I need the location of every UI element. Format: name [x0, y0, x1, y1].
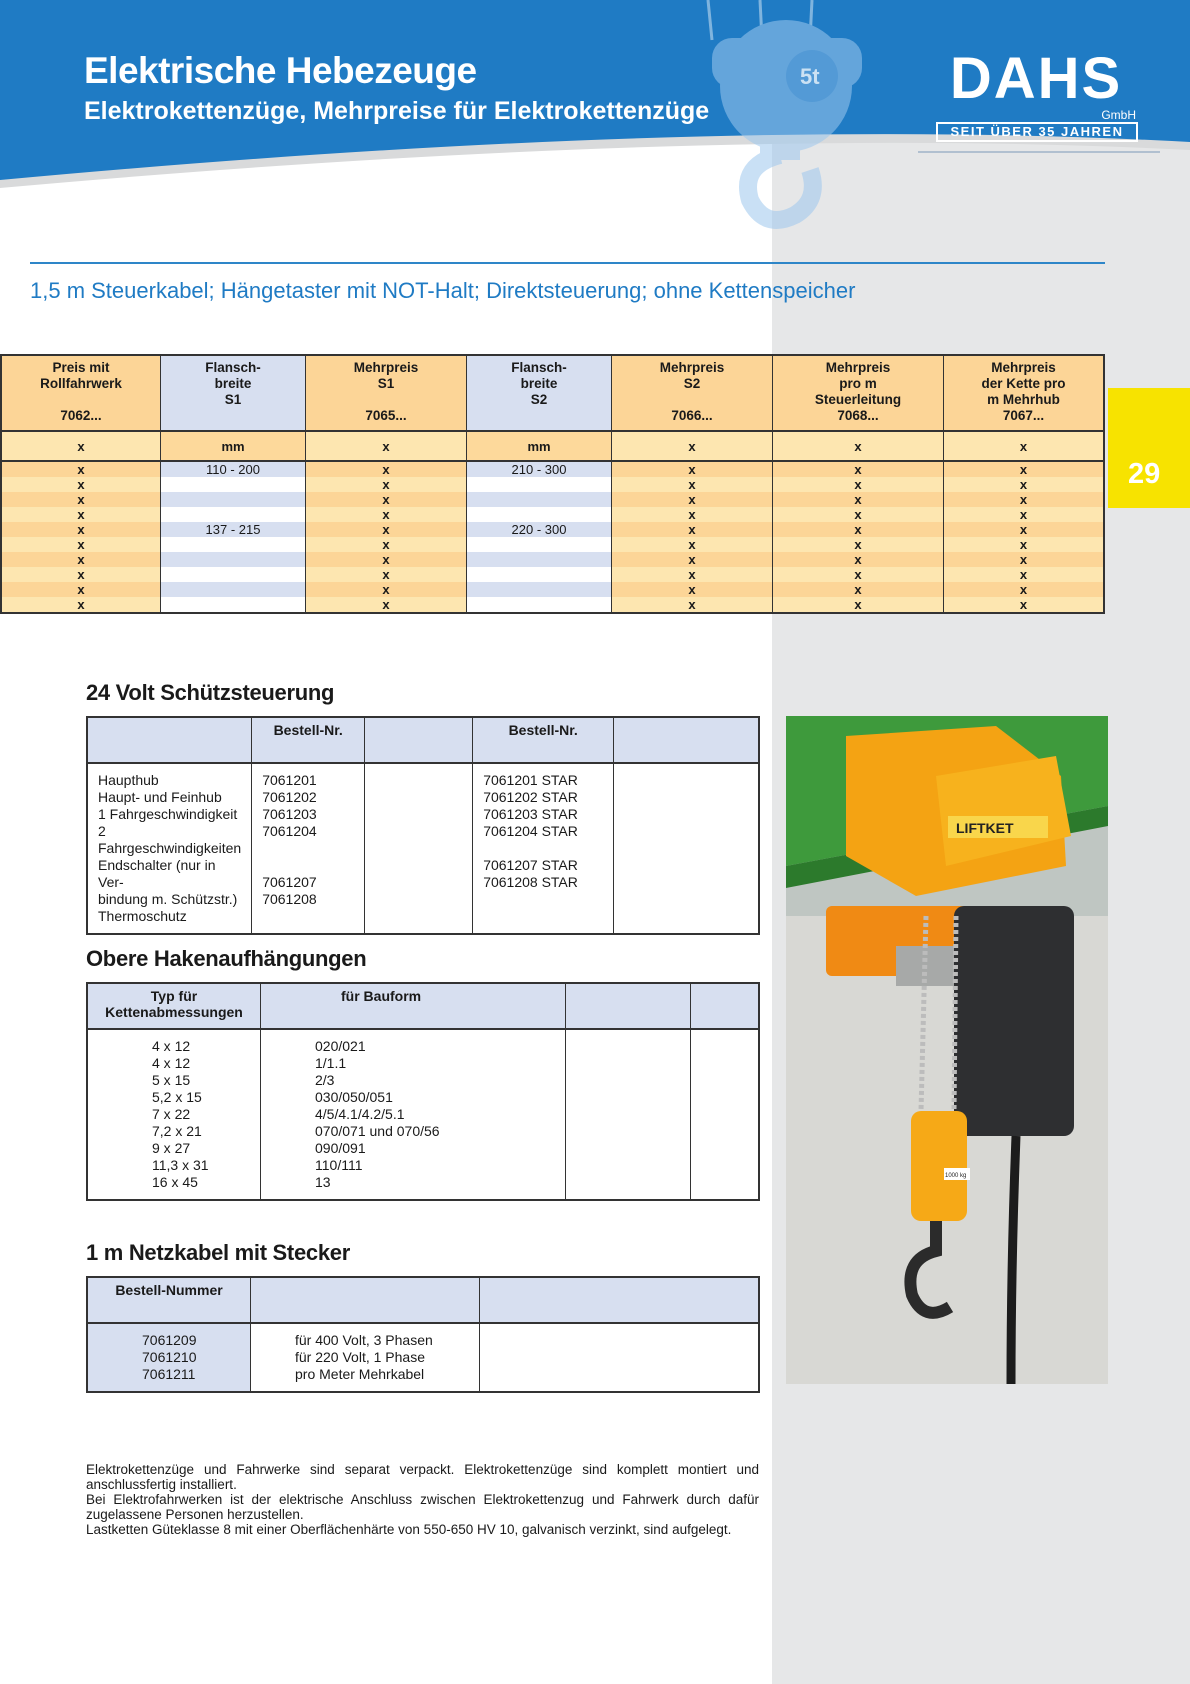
photo-capacity-label: 1000 kg — [945, 1173, 967, 1179]
table-cell — [161, 567, 306, 582]
col-header: Mehrpreis pro m Steuerleitung 7068... — [773, 355, 944, 431]
table-row — [1, 582, 1104, 597]
table-cell: x — [944, 582, 1105, 597]
table-cell: x — [1, 597, 161, 613]
schuetz-table — [86, 716, 760, 935]
table-cell: x — [1, 582, 161, 597]
table-cell: x — [612, 537, 773, 552]
table-cell: mm — [467, 431, 612, 461]
table-row — [1, 597, 1104, 613]
table-cell: x — [306, 477, 467, 492]
page-number: 29 — [1128, 458, 1161, 490]
col-header — [614, 717, 759, 763]
empty-cell — [566, 1029, 691, 1200]
table-cell: x — [612, 582, 773, 597]
table-cell — [467, 492, 612, 507]
col-header — [251, 1277, 480, 1323]
table-cell: x — [306, 461, 467, 477]
table-cell — [161, 477, 306, 492]
table-cell — [161, 552, 306, 567]
table-cell: x — [306, 492, 467, 507]
table-cell: x — [944, 492, 1105, 507]
table-cell: x — [944, 597, 1105, 613]
note-3: Lastketten Güteklasse 8 mit einer Oberflächenhärte von 550-650 HV 10, galvanisch verzinkt, sind aufgelegt. — [86, 1522, 732, 1537]
table-cell: x — [306, 567, 467, 582]
haken-heading: Obere Hakenaufhängungen — [86, 946, 367, 971]
col-header — [480, 1277, 760, 1323]
table-cell: x — [306, 552, 467, 567]
table-row — [1, 507, 1104, 522]
table-row — [1, 567, 1104, 582]
logo-text: DAHS — [949, 46, 1123, 111]
col-header: Flansch- breite S1 — [161, 355, 306, 431]
col-header: Mehrpreis S1 7065... — [306, 355, 467, 431]
table-cell: x — [612, 492, 773, 507]
table-cell — [467, 567, 612, 582]
table-cell: x — [773, 597, 944, 613]
col-header: für Bauform — [261, 983, 566, 1029]
table-cell — [467, 477, 612, 492]
table-cell: x — [773, 582, 944, 597]
table-cell: x — [773, 537, 944, 552]
table-cell: x — [944, 552, 1105, 567]
table-cell: x — [306, 431, 467, 461]
chain-hoist-illustration — [786, 716, 1108, 1384]
table-row — [1, 461, 1104, 477]
schuetz-order-numbers: 7061201 7061202 7061203 7061204 7061207 7061208 — [252, 763, 365, 934]
col-header: Bestell-Nr. — [473, 717, 614, 763]
table-cell: x — [773, 507, 944, 522]
logo-gmbh: GmbH — [1101, 108, 1136, 122]
table-cell: 110 - 200 — [161, 461, 306, 477]
schuetz-descriptions: Haupthub Haupt- und Feinhub 1 Fahrgeschwindigkeit 2 Fahrgeschwindigkeiten Endschalter (nur in Ver- bindung m. Schützstr.) Thermoschutz — [98, 772, 242, 924]
page-header — [0, 0, 1190, 230]
note-2: Bei Elektrofahrwerken ist der elektrische Anschluss zwischen Elektrokettenzug und Fahrwerk durch dafür zugelassene Personen herzustellen. — [86, 1492, 759, 1522]
schuetz-heading: 24 Volt Schützsteuerung — [86, 680, 335, 705]
photo-brand-label: LIFTKET — [956, 820, 1014, 836]
page-subtitle: Elektrokettenzüge, Mehrpreise für Elektrokettenzüge — [84, 97, 710, 125]
table-cell: x — [1, 552, 161, 567]
table-cell: x — [944, 507, 1105, 522]
table-cell: x — [944, 477, 1105, 492]
table-cell — [161, 597, 306, 613]
table-cell: x — [1, 567, 161, 582]
table-cell: x — [612, 507, 773, 522]
table-cell: x — [944, 567, 1105, 582]
table-cell — [161, 492, 306, 507]
col-header: Mehrpreis S2 7066... — [612, 355, 773, 431]
table-cell — [467, 507, 612, 522]
table-cell: x — [773, 552, 944, 567]
table-cell: x — [944, 431, 1105, 461]
empty-cell — [691, 1029, 760, 1200]
table-cell: x — [1, 477, 161, 492]
netz-heading: 1 m Netzkabel mit Stecker — [86, 1240, 350, 1265]
table-cell — [161, 507, 306, 522]
table-cell — [161, 537, 306, 552]
haken-designs: 020/021 1/1.1 2/3 030/050/051 4/5/4.1/4.2/5.1 070/071 und 070/56 090/091 110/111 13 — [261, 1029, 566, 1200]
table-cell: x — [306, 507, 467, 522]
col-header: Mehrpreis der Kette pro m Mehrhub 7067... — [944, 355, 1105, 431]
table-cell — [161, 582, 306, 597]
table-cell: x — [1, 461, 161, 477]
table-cell: x — [306, 522, 467, 537]
footnotes — [86, 1462, 759, 1537]
col-header — [691, 983, 760, 1029]
table-cell: x — [944, 522, 1105, 537]
schuetz-star-numbers: 7061201 STAR 7061202 STAR 7061203 STAR 7061204 STAR 7061207 STAR 7061208 STAR — [473, 763, 614, 934]
col-header: Typ für Kettenabmessungen — [87, 983, 261, 1029]
table-cell: 137 - 215 — [161, 522, 306, 537]
table-cell: x — [1, 537, 161, 552]
table-cell: x — [944, 537, 1105, 552]
price-table-header — [1, 355, 1104, 431]
product-photo — [786, 716, 1108, 1384]
col-header: Preis mit Rollfahrwerk 7062... — [1, 355, 161, 431]
col-header: Bestell-Nr. — [252, 717, 365, 763]
table-cell: x — [1, 522, 161, 537]
table-cell: x — [773, 492, 944, 507]
table-cell: x — [612, 461, 773, 477]
table-cell: x — [773, 431, 944, 461]
units-row — [1, 431, 1104, 461]
table-cell — [467, 597, 612, 613]
table-cell: x — [773, 522, 944, 537]
table-cell — [467, 582, 612, 597]
col-header: Bestell-Nummer — [87, 1277, 251, 1323]
table-cell: x — [1, 492, 161, 507]
table-row — [1, 477, 1104, 492]
table-cell: x — [612, 567, 773, 582]
table-cell: x — [612, 522, 773, 537]
table-cell: 220 - 300 — [467, 522, 612, 537]
section-description: 1,5 m Steuerkabel; Hängetaster mit NOT-Halt; Direktsteuerung; ohne Kettenspeicher — [30, 278, 856, 303]
table-cell: x — [773, 567, 944, 582]
table-cell: x — [306, 582, 467, 597]
table-cell: 210 - 300 — [467, 461, 612, 477]
table-cell — [467, 552, 612, 567]
col-header — [365, 717, 473, 763]
page-title: Elektrische Hebezeuge — [84, 50, 477, 91]
table-row — [1, 537, 1104, 552]
table-row — [1, 522, 1104, 537]
table-cell: x — [944, 461, 1105, 477]
table-cell: x — [306, 537, 467, 552]
col-header — [566, 983, 691, 1029]
table-cell: mm — [161, 431, 306, 461]
netz-order-numbers: 7061209 7061210 7061211 — [87, 1323, 251, 1392]
note-1: Elektrokettenzüge und Fahrwerke sind separat verpackt. Elektrokettenzüge sind komplett montiert und anschlussfertig installiert. — [86, 1462, 759, 1492]
haken-chain-sizes: 4 x 12 4 x 12 5 x 15 5,2 x 15 7 x 22 7,2 x 21 9 x 27 11,3 x 31 16 x 45 — [152, 1038, 209, 1190]
table-cell: x — [1, 431, 161, 461]
logo-tagline: SEIT ÜBER 35 JAHREN — [936, 122, 1138, 142]
netz-descriptions: für 400 Volt, 3 Phasen für 220 Volt, 1 Phase pro Meter Mehrkabel — [251, 1323, 480, 1392]
table-cell: x — [773, 477, 944, 492]
table-cell: x — [1, 507, 161, 522]
table-row — [1, 492, 1104, 507]
table-row — [1, 552, 1104, 567]
table-cell: x — [612, 552, 773, 567]
empty-cell — [614, 763, 759, 934]
table-cell: x — [612, 477, 773, 492]
empty-cell — [365, 763, 473, 934]
logo-underline — [0, 0, 1190, 230]
empty-cell — [480, 1323, 760, 1392]
table-cell — [467, 537, 612, 552]
table-cell: x — [612, 431, 773, 461]
table-cell: x — [306, 597, 467, 613]
col-header — [87, 717, 252, 763]
netz-table — [86, 1276, 760, 1393]
col-header: Flansch- breite S2 — [467, 355, 612, 431]
hoist-capacity-label: 5t — [800, 64, 820, 89]
section-rule — [30, 262, 1105, 264]
table-cell: x — [773, 461, 944, 477]
haken-table — [86, 982, 760, 1201]
table-cell: x — [612, 597, 773, 613]
price-table — [0, 354, 1105, 614]
